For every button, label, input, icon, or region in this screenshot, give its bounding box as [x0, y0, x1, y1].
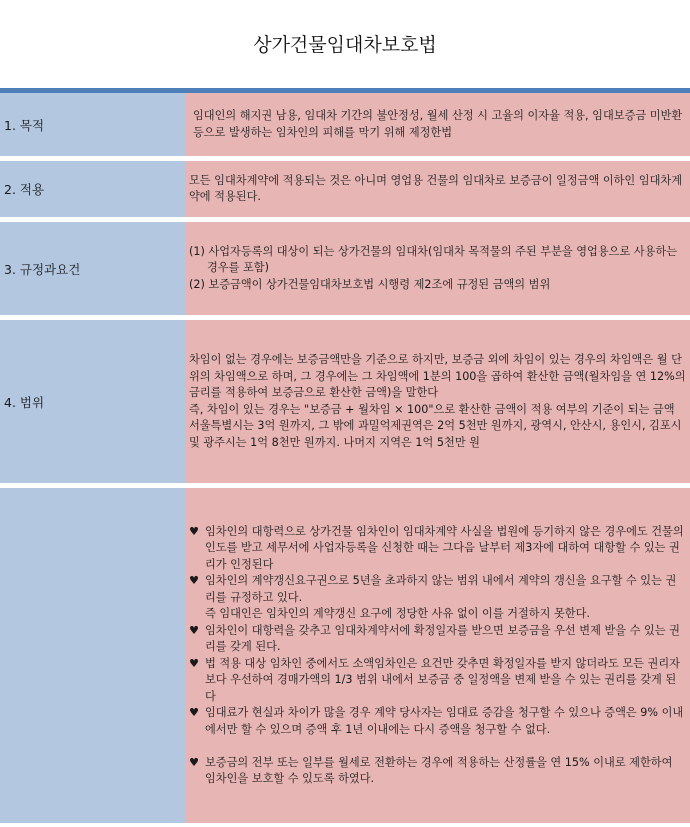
- content-line: 임대인의 해지권 남용, 임대차 기간의 불안정성, 월세 산정 시 고율의 이자율 적용, 임대보증금 미반환 등으로 발생하는 임차인의 피해를 막기 위해 제정한법: [193, 109, 683, 139]
- table-row-purpose: [0, 88, 690, 156]
- bullet-item: ♥ 임차인의 계약갱신요구권으로 5년을 초과하지 않는 범위 내에서 계약의 갱신을 요구할 수 있는 권리를 규정하고 있다. 즉 임대인은 임차인의 계약갱신 요구에 정당한 사유 없이 이를 거절하지 못한다.: [189, 573, 686, 623]
- spacer: [189, 738, 686, 755]
- heart-icon: ♥: [189, 706, 200, 719]
- content-line: 차임이 없는 경우에는 보증금액만을 기준으로 하지만, 보증금 외에 차임이 있는 경우의 차임액은 월 단위의 차임액으로 하며, 그 경우에는 그 차임액에 1분의 100을 곱하여 환산한 금액(월차임을 연 12%의 금리를 적용하여 보증금으로 환산한 금액)을 말한다: [189, 353, 686, 399]
- bullet-item: ♥ 보증금의 전부 또는 일부를 월세로 전환하는 경우에 적용하는 산정률을 연 15% 이내로 제한하여 임차인을 보호할 수 있도록 하였다.: [189, 755, 686, 788]
- page-title: 상가건물임대차보호법: [253, 34, 437, 56]
- heart-icon: ♥: [189, 574, 200, 587]
- bullet-item: ♥ 임대료가 현실과 차이가 많을 경우 계약 당사자는 임대료 증감을 청구할 수 있으나 증액은 9% 이내에서만 할 수 있으며 증액 후 1년 이내에는 다시 증액을 청구할 수 없다.: [189, 705, 686, 738]
- row-content-rights: [185, 488, 690, 823]
- heart-icon: ♥: [189, 656, 200, 670]
- heart-icon: ♥: [189, 623, 200, 637]
- row-label-scope: 4. 범위: [0, 320, 185, 483]
- law-table: [0, 88, 690, 823]
- bullet-item: ♥ 임차인이 대항력을 갖추고 임대차계약서에 확정일자를 받으면 보증금을 우선 변제 받을 수 있는 권리를 갖게 된다.: [189, 623, 686, 656]
- heart-icon: ♥: [189, 524, 200, 538]
- row-content-requirements: [185, 222, 690, 315]
- row-content-application: [185, 161, 690, 217]
- heart-icon: ♥: [189, 755, 200, 769]
- content-line: 즉, 차임이 있는 경우는 "보증금 + 월차임 × 100"으로 환산한 금액이 적용 여부의 기준이 되는 금액: [189, 402, 675, 416]
- row-label-application: 2. 적용: [0, 161, 185, 217]
- table-row-application: [0, 156, 690, 217]
- table-row-rights: [0, 483, 690, 823]
- content-line: 서울특별시는 3억 원까지, 그 밖에 과밀억제권역은 2억 5천만 원까지, 광역시, 안산시, 용인시, 김포시 및 광주시는 1억 8천만 원까지. 나머지 지역은 1억 5천만 원: [189, 419, 682, 449]
- row-label-rights: [0, 488, 185, 823]
- row-label-requirements: 3. 규정과요건: [0, 222, 185, 315]
- content-line: 모든 임대차계약에 적용되는 것은 아니며 영업용 건물의 임대차로 보증금이 일정금액 이하인 임대차계약에 적용된다.: [189, 173, 683, 203]
- bullet-item: ♥ 임차인의 대항력으로 상가건물 임차인이 임대차계약 사실을 법원에 등기하지 않은 경우에도 건물의 인도를 받고 세무서에 사업자등록을 신청한 때는 그다음 날부터 제3자에 대하여 대항할 수 있는 권리가 인정된다: [189, 524, 686, 574]
- table-row-requirements: [0, 217, 690, 315]
- bullet-item: ♥ 법 적용 대상 임차인 중에서도 소액임차인은 요건만 갖추면 확정일자를 받지 않더라도 모든 권리자보다 우선하여 경매가액의 1/3 범위 내에서 보증금 중 일정액을 변제 받을 수 있는 권리를 갖게 된다: [189, 656, 686, 706]
- table-row-scope: [0, 315, 690, 483]
- content-line: (2) 보증금액이 상가건물임대차보호법 시행령 제2조에 규정된 금액의 범위: [189, 277, 551, 291]
- content-line: (1) 사업자등록의 대상이 되는 상가건물의 임대차(임대차 목적물의 주된 부분을 영업용으로 사용하는 경우를 포함): [189, 244, 678, 275]
- row-label-purpose: 1. 목적: [0, 93, 185, 156]
- row-content-scope: [185, 320, 690, 483]
- row-content-purpose: [185, 93, 690, 156]
